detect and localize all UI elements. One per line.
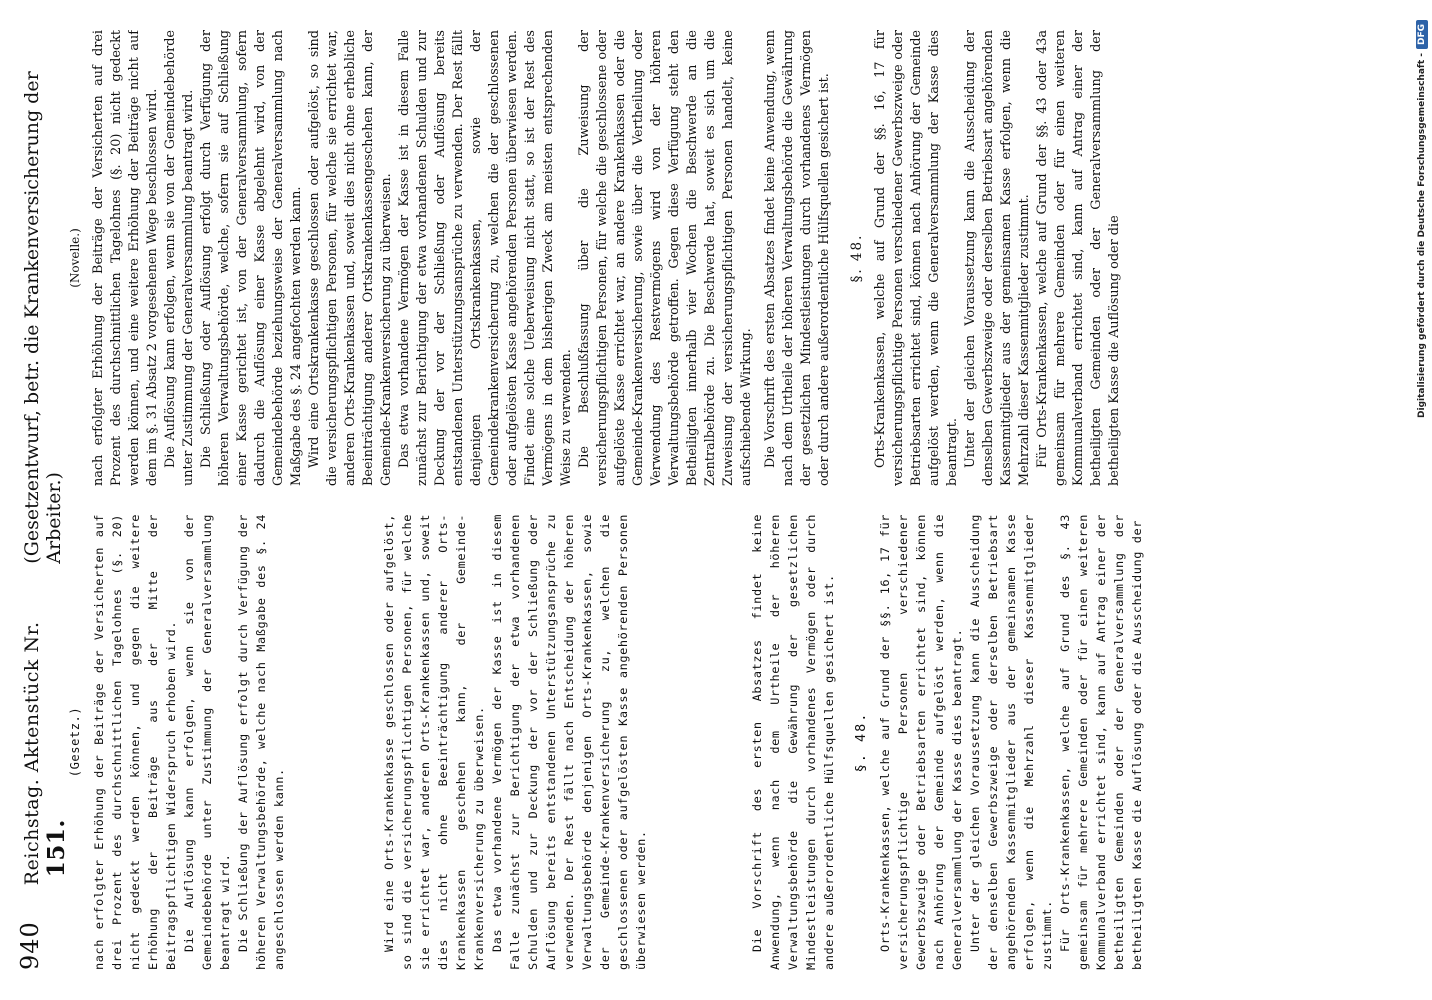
paragraph: Wird eine Ortskrankenkasse geschlossen oder aufgelöst, so sind die versicherungspflichtigen Personen, für welche sie errichtet war, anderen Orts-Krankenkassen und, soweit dies nicht ohne erhebliche Beeinträchtigung anderer Ortskrankenkassengeschehen kann, der Gemeinde-Krankenversicherung zu überweisen. [307,30,394,486]
column-gesetz [66,514,1410,970]
paragraph: Für Orts-Krankenkassen, welche auf Grund der §§. 43 oder 43a gemeinsam für mehrere Gemeinden oder für einen weiteren Kommunalverband errichtet sind, kann auf Antrag einer der betheiligten Gemeinden oder der Generalversammlung der betheiligten Kasse die Auflösung oder die [1035,30,1122,486]
document-subtitle: (Gesetzentwurf, betr. die Krankenversicherung der Arbeiter.) [21,71,65,564]
text-columns [66,30,1410,970]
paragraph: Das etwa vorhandene Vermögen der Kasse ist in diesem Falle zunächst zur Berichtigung der etwa vorhandenen Schulden und zur Deckung der vor der Schließung oder Auflösung bereits entstandenen Unterstützungsansprüche zu verwenden. Der Rest fällt nach Entscheidung der höheren Verwaltungsbehörde denjenigen Orts-Krankenkassen, sowie der Gemeinde-Krankenversicherung zu, welchen die geschlossenen oder aufgelösten Kasse angehörenden Personen überwiesen werden. [490,514,648,970]
paragraph: Für Orts-Krankenkassen, welche auf Grund des §. 43 gemeinsam für mehrere Gemeinden oder für einen weiteren Kommunalverband errichtet sind, kann auf Antrag einer der betheiligten Gemeinden oder der Generalversammlung der betheiligten Kasse die Auflösung oder die Ausscheidung der [1058,514,1144,970]
paragraph: Orts-Krankenkassen, welche auf Grund der §§. 16, 17 für versicherungspflichtige Personen verschiedener Gewerbszweige oder Betriebsarten errichtet sind, können nach Anhörung der Gemeinde aufgelöst werden, wenn die Generalversammlung der Kasse dies beantragt. [873,30,960,486]
section-heading: §. 48. [849,233,865,283]
paragraph: Das etwa vorhandene Vermögen der Kasse ist in diesem Falle zunächst zur Berichtigung der etwa vorhandenen Schulden und zur Deckung der vor der Schließung oder Auflösung bereits entstandenen Unterstützungsansprüche zu verwenden. Der Rest fällt denjenigen Ortskrankenkassen, sowie der Gemeindekrankenversicherung zu, welchen die der geschlossenen oder aufgelösten Kasse angehörenden Personen überwiesen werden. Findet eine solche Ueberweisung nicht statt, so ist der Rest des Vermögens in dem bisherigen Zweck am meisten entsprechenden Weise zu verwenden. [397,30,574,486]
paragraph: Die Schließung oder Auflösung erfolgt durch Verfügung der höheren Verwaltungsbehörde, welche, sofern sie auf Schließung einer Kasse gerichtet ist, von der Generalversammlung, sofern dadurch die Auflösung einer Kasse abgelehnt wird, von der Gemeindebehörde beziehungsweise der Generalversammlung nach Maßgabe des §. 24 angefochten werden kann. [199,30,304,486]
paragraph: Die Vorschrift des ersten Absatzes findet keine Anwendung, wenn nach dem Urtheile der höheren Verwaltungsbehörde die Gewährung der gesetzlichen Mindestleistungen durch vorhandenes Vermögen oder durch andere außerordentliche Hülfsquellen gesichert ist. [750,514,836,970]
blank-space [288,514,380,970]
paragraph: Unter der gleichen Voraussetzung kann die Ausscheidung der denselben Gewerbszweige oder derselben Betriebsart angehörenden Kassenmitglieder aus der gemeinsamen Kasse erfolgen, wenn die Mehrzahl dieser Kassenmitglieder zustimmt. [963,30,1032,486]
document-title [21,574,70,886]
blank-space [650,514,742,970]
page-number: 940 [16,921,44,970]
dfg-logo: DFG [1416,20,1428,49]
paragraph: Unter der gleichen Voraussetzung kann die Ausscheidung der denselben Gewerbszweige oder derselben Betriebsart angehörenden Kassenmitglieder aus der gemeinsamen Kasse erfolgen, wenn die Mehrzahl dieser Kassenmitglieder zustimmt. [968,514,1054,970]
paragraph: nach erfolgter Erhöhung der Beiträge der Versicherten auf drei Prozent des durchschnittlichen Tagelohnes (§. 20) nicht gedeckt werden können, und eine weitere Erhöhung der Beiträge nicht auf dem im §. 31 Absatz 2 vorgesehenen Wege beschlossen wird. [91,30,160,486]
section-heading: §. 48. [853,711,869,773]
column-novelle [66,30,1410,486]
paragraph: Die Beschlußfassung über die Zuweisung der versicherungspflichtigen Personen, für welche die geschlossene oder aufgelöste Kasse errichtet war, an andere Krankenkassen oder die Gemeinde-Krankenversicherung, sowie über die Vertheilung oder Verwendung des Restvermögens wird von der höheren Verwaltungsbehörde getroffen. Gegen diese Verfügung steht den Betheiligten innerhalb vier Wochen die Beschwerde an die Zentralbehörde zu. Die Beschwerde hat, soweit es sich um die Zuweisung der versicherungspflichtigen Personen handelt, keine aufschiebende Wirkung. [577,30,754,486]
paragraph: Wird eine Orts-Krankenkasse geschlossen oder aufgelöst, so sind die versicherungspflichtigen Personen, für welche sie errichtet war, anderen Orts-Krankenkassen und, soweit dies nicht ohne Beeinträchtigung anderer Orts-Krankenkassen geschehen kann, der Gemeinde-Krankenversicherung zu überweisen. [382,514,486,970]
paragraph: Die Vorschrift des ersten Absatzes findet keine Anwendung, wenn nach dem Urtheile der höheren Verwaltungsbehörde die Gewährung der gesetzlichen Mindestleistungen durch vorhandenes Vermögen oder durch andere außerordentliche Hülfsquellen gesichert ist. [763,30,832,486]
paragraph: Orts-Krankenkassen, welche auf Grund der §§. 16, 17 für versicherungspflichtige Personen verschiedener Gewerbszweige oder Betriebsarten errichtet sind, können nach Anhörung der Gemeinde aufgelöst werden, wenn die Generalversammlung der Kasse dies beantragt. [878,514,964,970]
title-prefix: Reichstag. Aktenstück Nr. [21,621,43,886]
column-heading: (Novelle.) [68,228,82,288]
column-heading: (Gesetz.) [68,706,82,778]
paragraph: Die Auflösung kann erfolgen, wenn sie von der Gemeindebehörde unter Zustimmung der Generalversammlung beantragt wird. [182,514,232,970]
document-number: 151. [43,819,70,878]
digitization-credit [1412,0,1432,1000]
credit-text: Digitalisierung gefördert durch die Deutsche Forschungsgemeinschaft - [1417,53,1427,418]
paragraph: nach erfolgter Erhöhung der Beiträge der Versicherten auf drei Prozent des durchschnittlichen Tagelohnes (§. 20) nicht gedeckt werden können, und gegen die weitere Erhöhung der Beiträge aus der Mitte der Beitragspflichtigen Widerspruch erhoben wird. [92,514,178,970]
paragraph: Die Auflösung kann erfolgen, wenn sie von der Gemeindebehörde unter Zustimmung der Generalversammlung beantragt wird. [163,30,196,486]
page-header [16,30,70,970]
paragraph: Die Schließung der Auflösung erfolgt durch Verfügung der höheren Verwaltungsbehörde, welche nach Maßgabe des §. 24 angeschlossen werden kann. [236,514,286,970]
